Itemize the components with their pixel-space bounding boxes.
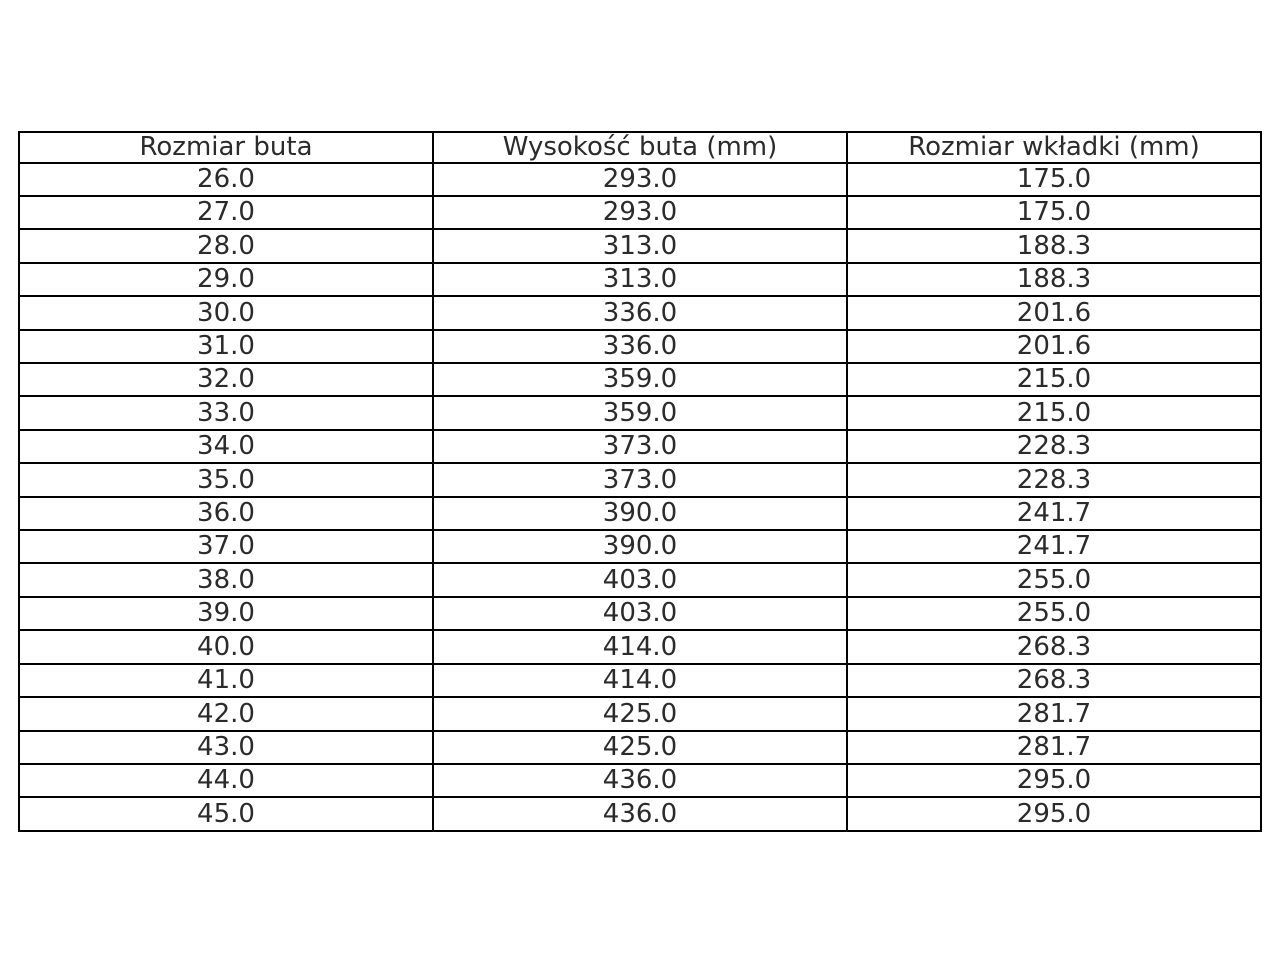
table-row bbox=[19, 630, 1261, 663]
table-header-row bbox=[19, 132, 1261, 163]
table-header bbox=[19, 132, 1261, 163]
table-cell: 268.3 bbox=[847, 630, 1261, 663]
table-cell: 268.3 bbox=[847, 664, 1261, 697]
table-cell: 373.0 bbox=[433, 463, 847, 496]
table-row bbox=[19, 430, 1261, 463]
table-cell: 34.0 bbox=[19, 430, 433, 463]
table-row bbox=[19, 664, 1261, 697]
table-row bbox=[19, 296, 1261, 329]
table-row bbox=[19, 797, 1261, 831]
table-cell: 44.0 bbox=[19, 764, 433, 797]
table-cell: 32.0 bbox=[19, 363, 433, 396]
table-row bbox=[19, 363, 1261, 396]
table-cell: 436.0 bbox=[433, 797, 847, 831]
shoe-size-table-container bbox=[18, 131, 1262, 832]
table-cell: 390.0 bbox=[433, 497, 847, 530]
table-cell: 313.0 bbox=[433, 229, 847, 262]
table-cell: 45.0 bbox=[19, 797, 433, 831]
table-cell: 336.0 bbox=[433, 296, 847, 329]
table-cell: 295.0 bbox=[847, 764, 1261, 797]
table-cell: 29.0 bbox=[19, 263, 433, 296]
table-cell: 281.7 bbox=[847, 731, 1261, 764]
table-cell: 27.0 bbox=[19, 196, 433, 229]
table-cell: 241.7 bbox=[847, 530, 1261, 563]
table-cell: 359.0 bbox=[433, 396, 847, 429]
table-cell: 425.0 bbox=[433, 697, 847, 730]
table-row bbox=[19, 597, 1261, 630]
table-cell: 31.0 bbox=[19, 330, 433, 363]
table-cell: 215.0 bbox=[847, 363, 1261, 396]
table-cell: 373.0 bbox=[433, 430, 847, 463]
table-row bbox=[19, 497, 1261, 530]
table-cell: 255.0 bbox=[847, 563, 1261, 596]
table-cell: 313.0 bbox=[433, 263, 847, 296]
table-row bbox=[19, 263, 1261, 296]
table-cell: 37.0 bbox=[19, 530, 433, 563]
table-row bbox=[19, 697, 1261, 730]
table-row bbox=[19, 196, 1261, 229]
table-cell: 175.0 bbox=[847, 196, 1261, 229]
table-cell: 336.0 bbox=[433, 330, 847, 363]
table-row bbox=[19, 563, 1261, 596]
table-row bbox=[19, 530, 1261, 563]
table-cell: 425.0 bbox=[433, 731, 847, 764]
table-cell: 188.3 bbox=[847, 263, 1261, 296]
table-cell: 414.0 bbox=[433, 630, 847, 663]
table-cell: 359.0 bbox=[433, 363, 847, 396]
table-cell: 293.0 bbox=[433, 196, 847, 229]
table-cell: 281.7 bbox=[847, 697, 1261, 730]
table-cell: 403.0 bbox=[433, 597, 847, 630]
table-cell: 201.6 bbox=[847, 330, 1261, 363]
table-cell: 36.0 bbox=[19, 497, 433, 530]
table-row bbox=[19, 229, 1261, 262]
table-cell: 255.0 bbox=[847, 597, 1261, 630]
table-cell: 215.0 bbox=[847, 396, 1261, 429]
table-cell: 33.0 bbox=[19, 396, 433, 429]
table-cell: 40.0 bbox=[19, 630, 433, 663]
table-cell: 241.7 bbox=[847, 497, 1261, 530]
table-cell: 228.3 bbox=[847, 430, 1261, 463]
table-cell: 41.0 bbox=[19, 664, 433, 697]
table-cell: 39.0 bbox=[19, 597, 433, 630]
table-cell: 43.0 bbox=[19, 731, 433, 764]
table-row bbox=[19, 163, 1261, 196]
table-cell: 390.0 bbox=[433, 530, 847, 563]
table-cell: 293.0 bbox=[433, 163, 847, 196]
shoe-size-table bbox=[18, 131, 1262, 832]
table-row bbox=[19, 764, 1261, 797]
table-cell: 30.0 bbox=[19, 296, 433, 329]
table-cell: 42.0 bbox=[19, 697, 433, 730]
column-header-insole-size: Rozmiar wkładki (mm) bbox=[847, 132, 1261, 163]
table-row bbox=[19, 463, 1261, 496]
table-row bbox=[19, 731, 1261, 764]
table-row bbox=[19, 396, 1261, 429]
table-cell: 26.0 bbox=[19, 163, 433, 196]
table-cell: 38.0 bbox=[19, 563, 433, 596]
table-cell: 188.3 bbox=[847, 229, 1261, 262]
column-header-boot-height: Wysokość buta (mm) bbox=[433, 132, 847, 163]
table-cell: 175.0 bbox=[847, 163, 1261, 196]
table-row bbox=[19, 330, 1261, 363]
table-cell: 201.6 bbox=[847, 296, 1261, 329]
table-body bbox=[19, 163, 1261, 831]
table-cell: 35.0 bbox=[19, 463, 433, 496]
table-cell: 228.3 bbox=[847, 463, 1261, 496]
column-header-shoe-size: Rozmiar buta bbox=[19, 132, 433, 163]
table-cell: 436.0 bbox=[433, 764, 847, 797]
table-cell: 295.0 bbox=[847, 797, 1261, 831]
table-cell: 403.0 bbox=[433, 563, 847, 596]
table-cell: 28.0 bbox=[19, 229, 433, 262]
table-cell: 414.0 bbox=[433, 664, 847, 697]
